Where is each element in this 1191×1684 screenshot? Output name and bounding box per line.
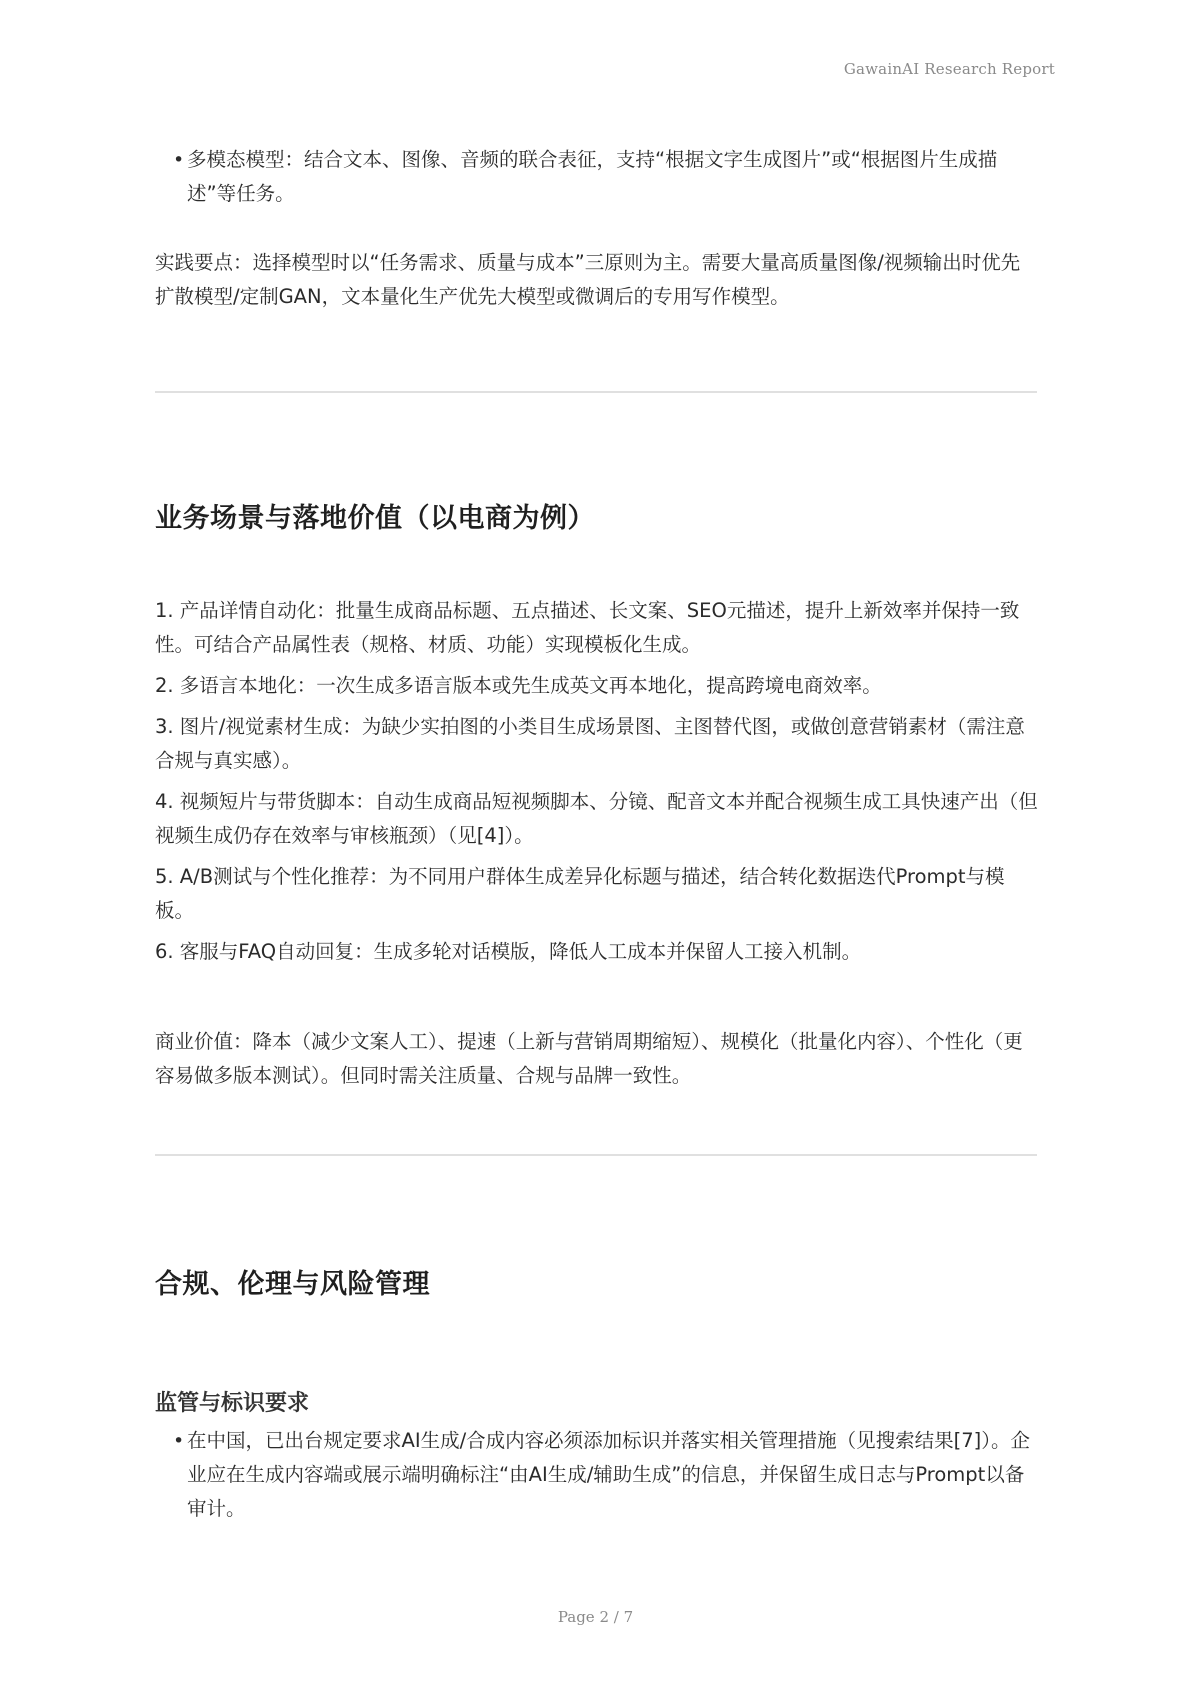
practice-note: 实践要点：选择模型时以“任务需求、质量与成本”三原则为主。需要大量高质量图像/视频输出时优先扩散模型/定制GAN，文本量化生产优先大模型或微调后的专用写作模型。: [155, 251, 1021, 308]
section-heading-business: 业务场景与落地价值（以电商为例）: [155, 503, 595, 534]
running-header-title: GawainAI Research Report: [843, 60, 1055, 78]
bullet-icon: •: [173, 1430, 185, 1452]
subsection-heading-regulation: 监管与标识要求: [155, 1391, 310, 1416]
section-divider: [155, 1154, 1037, 1156]
list-item: [155, 1424, 1038, 1526]
list-item-text: 在中国，已出台规定要求AI生成/合成内容必须添加标识并落实相关管理措施（见搜索结果[7]）。企业应在生成内容端或展示端明确标注“由AI生成/辅助生成”的信息，并保留生成日志与Prompt以备审计。: [187, 1429, 1031, 1520]
regulation-bullet-list: [155, 1424, 1038, 1526]
business-value-note: 商业价值：降本（减少文案人工）、提速（上新与营销周期缩短）、规模化（批量化内容）、个性化（更容易做多版本测试）。但同时需关注质量、合规与品牌一致性。: [155, 1030, 1023, 1087]
list-item: 5. A/B测试与个性化推荐：为不同用户群体生成差异化标题与描述，结合转化数据迭代Prompt与模板。: [155, 865, 1005, 922]
page-number: Page 2 / 7: [557, 1608, 634, 1626]
list-item: 4. 视频短片与带货脚本：自动生成商品短视频脚本、分镜、配音文本并配合视频生成工具快速产出（但视频生成仍存在效率与审核瓶颈）（见[4]）。: [155, 790, 1038, 847]
list-item: 3. 图片/视觉素材生成：为缺少实拍图的小类目生成场景图、主图替代图，或做创意营销素材（需注意合规与真实感）。: [155, 715, 1025, 772]
list-item: 6. 客服与FAQ自动回复：生成多轮对话模版，降低人工成本并保留人工接入机制。: [155, 940, 862, 963]
section-heading-compliance: 合规、伦理与风险管理: [155, 1269, 430, 1300]
business-scenario-list: [155, 594, 1038, 969]
list-item: 2. 多语言本地化：一次生成多语言版本或先生成英文再本地化，提高跨境电商效率。: [155, 674, 882, 697]
bullet-icon: •: [173, 149, 185, 171]
list-item: 1. 产品详情自动化：批量生成商品标题、五点描述、长文案、SEO元描述，提升上新效率并保持一致性。可结合产品属性表（规格、材质、功能）实现模板化生成。: [155, 599, 1020, 656]
list-item: [155, 143, 1038, 211]
list-item-text: 多模态模型：结合文本、图像、音频的联合表征，支持“根据文字生成图片”或“根据图片生成描述”等任务。: [187, 148, 998, 205]
section-divider: [155, 391, 1037, 393]
model-bullet-list: [155, 143, 1038, 211]
